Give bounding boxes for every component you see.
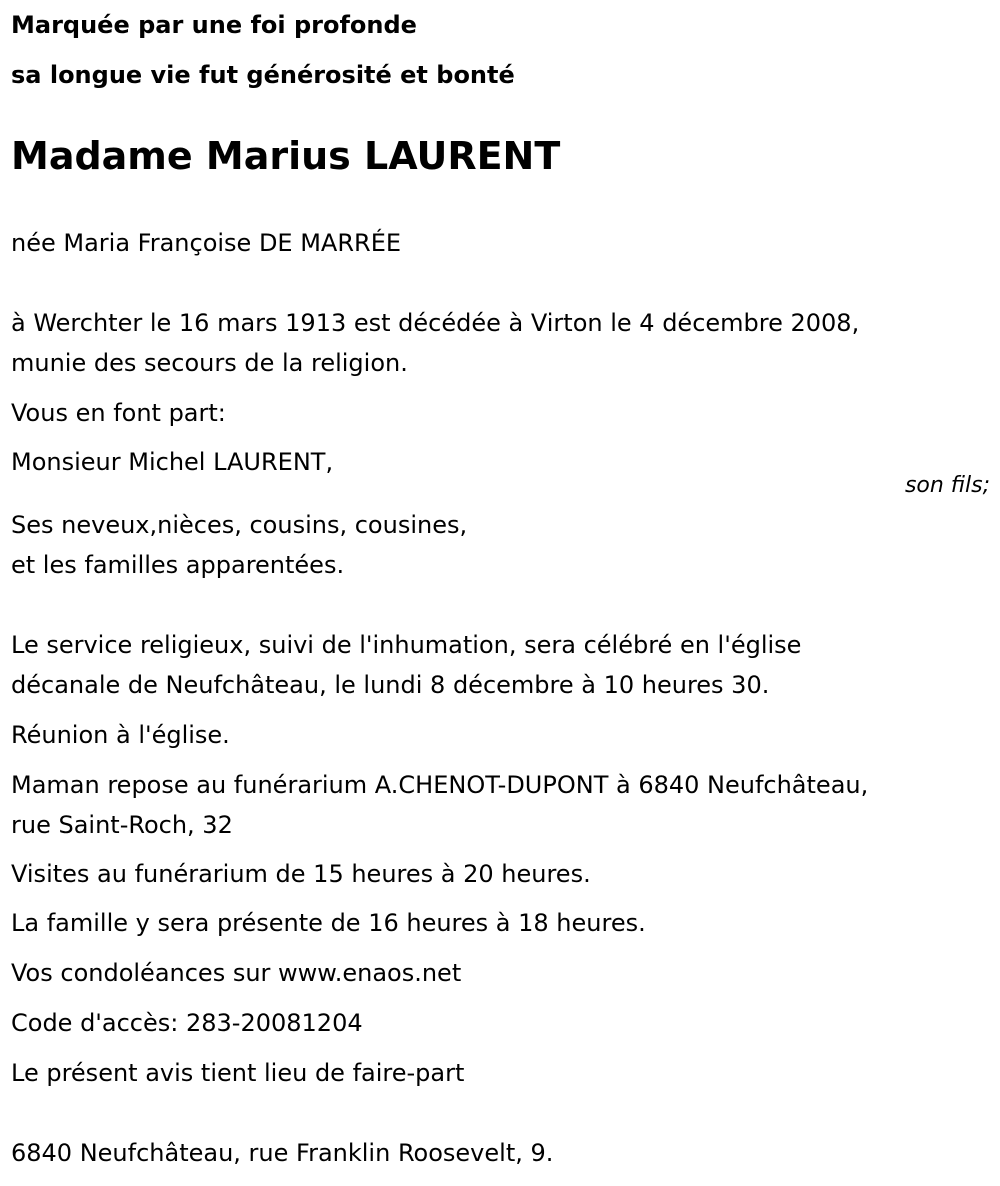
condolences: Vos condoléances sur www.enaos.net <box>11 959 462 987</box>
death-notice-line-2: munie des secours de la religion. <box>11 349 408 377</box>
son-relation: son fils; <box>904 473 990 498</box>
birth-name: née Maria Françoise DE MARRÉE <box>11 229 402 257</box>
meeting: Réunion à l'église. <box>11 721 230 749</box>
family-presence: La famille y sera présente de 16 heures à 18 heures. <box>11 909 646 937</box>
funeral-home-line-1: Maman repose au funérarium A.CHENOT-DUPONT à 6840 Neufchâteau, <box>11 771 869 799</box>
access-code: Code d'accès: 283-20081204 <box>11 1009 363 1037</box>
death-notice-line-1: à Werchter le 16 mars 1913 est décédée à Virton le 4 décembre 2008, <box>11 309 860 337</box>
funeral-home-line-2: rue Saint-Roch, 32 <box>11 811 233 839</box>
epigraph-line-1: Marquée par une foi profonde <box>11 11 417 39</box>
announcement-intro: Vous en font part: <box>11 399 226 427</box>
deceased-name: Madame Marius LAURENT <box>11 134 561 178</box>
epigraph-line-2: sa longue vie fut générosité et bonté <box>11 61 515 89</box>
address: 6840 Neufchâteau, rue Franklin Roosevelt, 9. <box>11 1139 554 1167</box>
visits: Visites au funérarium de 15 heures à 20 heures. <box>11 860 591 888</box>
relatives-line-1: Ses neveux,nièces, cousins, cousines, <box>11 511 468 539</box>
service-line-1: Le service religieux, suivi de l'inhumation, sera célébré en l'église <box>11 631 802 659</box>
relatives-line-2: et les familles apparentées. <box>11 551 345 579</box>
son-name: Monsieur Michel LAURENT, <box>11 448 334 476</box>
service-line-2: décanale de Neufchâteau, le lundi 8 décembre à 10 heures 30. <box>11 671 770 699</box>
notice-statement: Le présent avis tient lieu de faire-part <box>11 1059 465 1087</box>
